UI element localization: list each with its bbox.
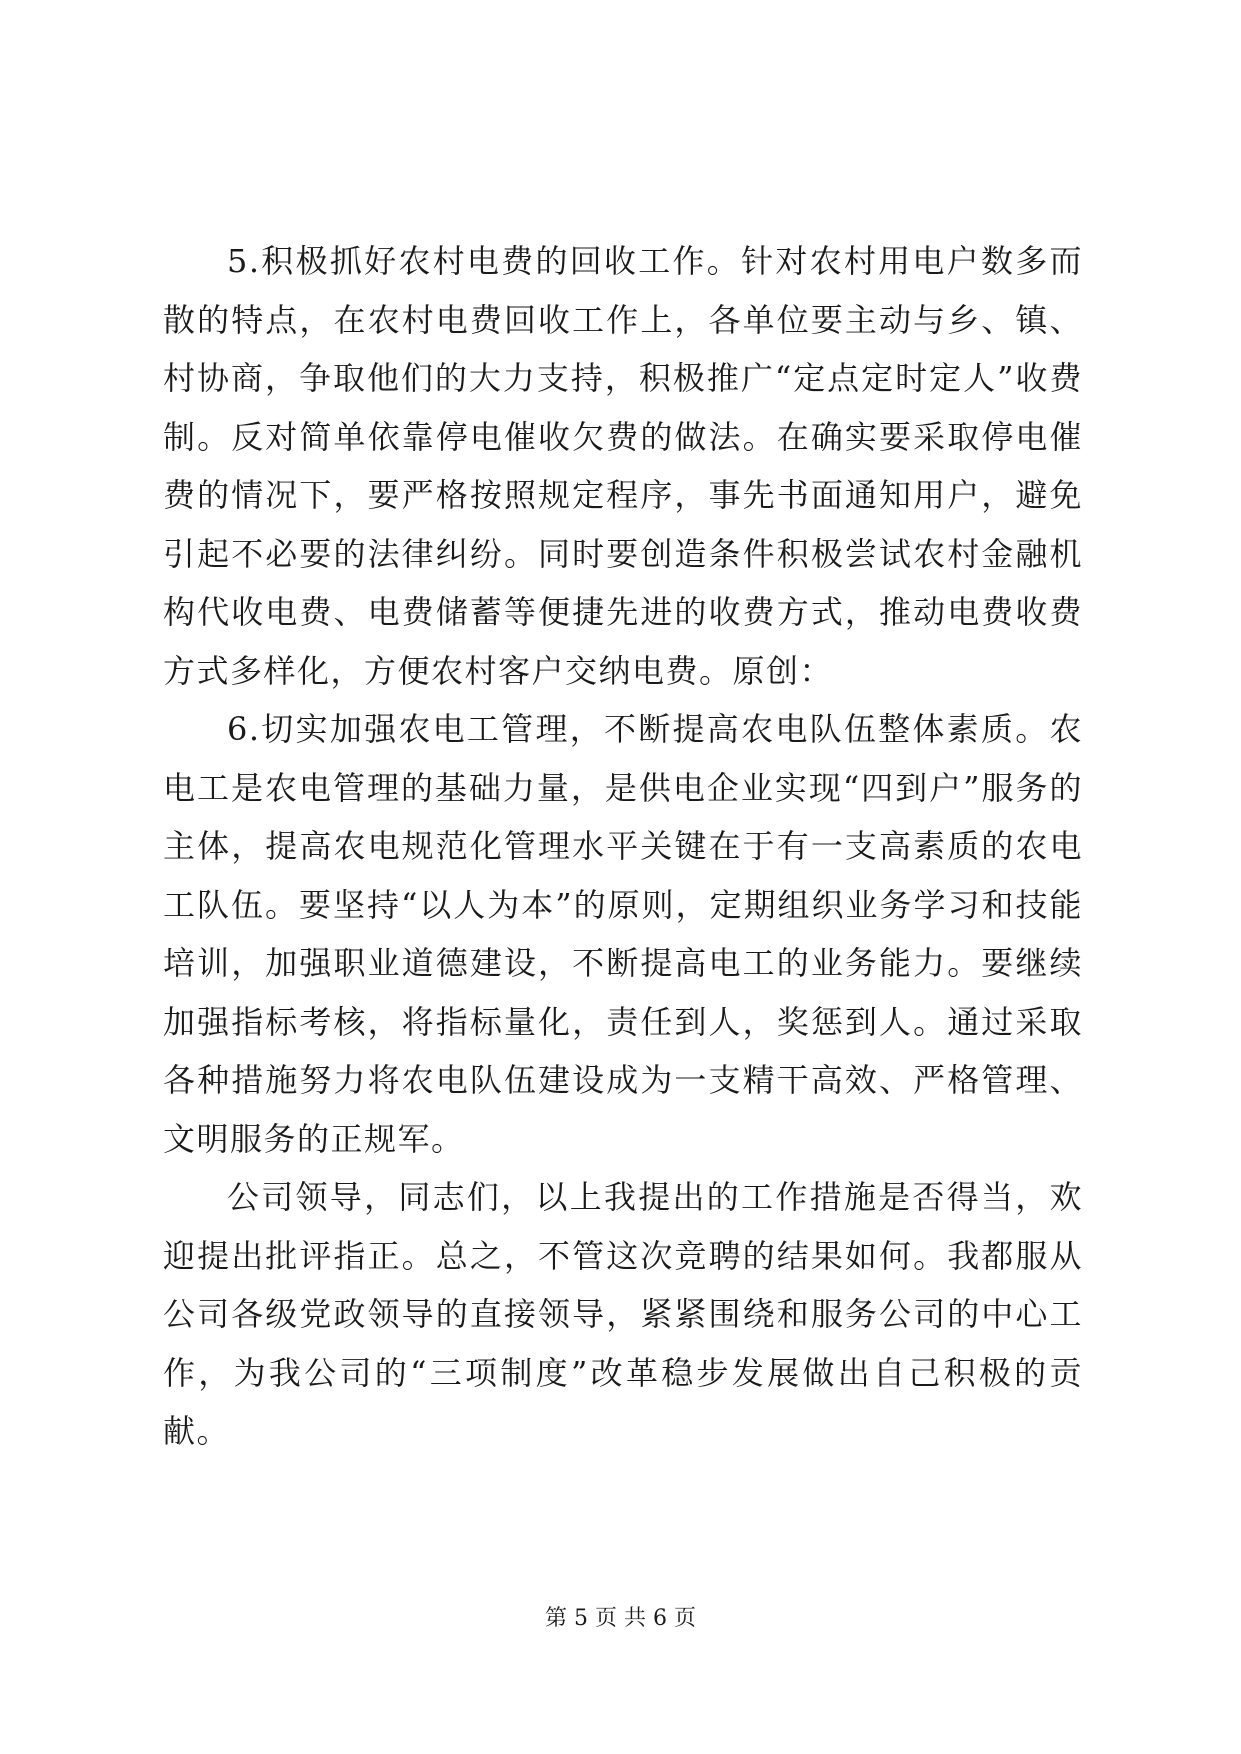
paragraph-closing-remarks: 公司领导，同志们，以上我提出的工作措施是否得当，欢迎提出批评指正。总之，不管这次竞聘的结果如何。我都服从公司各级党政领导的直接领导，紧紧围绕和服务公司的中心工作，为我公司的“三项制度”改革稳步发展做出自己积极的贡献。 — [163, 1178, 1083, 1450]
paragraph-5-rural-fee-collection: 5.积极抓好农村电费的回收工作。针对农村用电户数多而散的特点，在农村电费回收工作上，各单位要主动与乡、镇、村协商，争取他们的大力支持，积极推广“定点定时定人”收费制。反对简单依靠停电催收欠费的做法。在确实要采取停电催费的情况下，要严格按照规定程序，事先书面通知用户，避免引起不必要的法律纠纷。同时要创造条件积极尝试农村金融机构代收电费、电费储蓄等便捷先进的收费方式，推动电费收费方式多样化，方便农村客户交纳电费。原创： — [163, 242, 1083, 690]
paragraph-6-electrician-management: 6.切实加强农电工管理，不断提高农电队伍整体素质。农电工是农电管理的基础力量，是供电企业实现“四到户”服务的主体，提高农电规范化管理水平关键在于有一支高素质的农电工队伍。要坚持“以人为本”的原则，定期组织业务学习和技能培训，加强职业道德建设，不断提高电工的业务能力。要继续加强指标考核，将指标量化，责任到人，奖惩到人。通过采取各种措施努力将农电队伍建设成为一支精干高效、严格管理、文明服务的正规军。 — [163, 710, 1083, 1158]
page-number-footer: 第 5 页 共 6 页 — [545, 1606, 696, 1631]
document-body — [163, 232, 1083, 1461]
